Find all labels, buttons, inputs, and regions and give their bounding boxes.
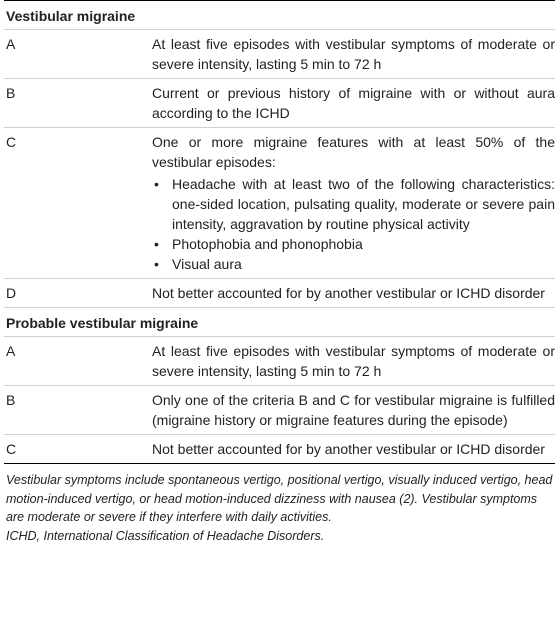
criterion-key: D <box>6 285 17 301</box>
bullet-icon: • <box>154 236 159 252</box>
criterion-key: A <box>6 343 16 359</box>
footnote-text: ICHD, International Classification of Headache Disorders. <box>6 528 325 543</box>
criterion-row <box>0 30 559 78</box>
criterion-row <box>0 79 559 127</box>
bullet-icon: • <box>154 256 159 272</box>
list-item <box>152 234 555 254</box>
criterion-row <box>0 435 559 463</box>
section-title-vestibular-migraine: Vestibular migraine <box>6 8 136 24</box>
feature-list <box>152 174 555 274</box>
criterion-text: Not better accounted for by another vestibular or ICHD disorder <box>152 441 545 457</box>
bullet-icon: • <box>154 176 159 192</box>
criterion-key: A <box>6 36 16 52</box>
criterion-key: B <box>6 85 16 101</box>
criterion-row <box>0 386 559 434</box>
criterion-text: Not better accounted for by another vestibular or ICHD disorder <box>152 285 545 301</box>
criterion-text: At least five episodes with vestibular symptoms of moderate or severe intensity, lasting 5 min to 72 h <box>152 36 555 72</box>
footnote-text: Vestibular symptoms include spontaneous vertigo, positional vertigo, visually induced vertigo, head motion-induced vertigo, or head motion-induced dizziness with nausea (2). Vestibular symptoms are moderate or severe if they interfere with daily activities. <box>6 473 553 524</box>
list-item-text: Headache with at least two of the following characteristics: one-sided location, pulsating quality, moderate or severe pain intensity, aggravation by routine physical activity <box>172 176 555 232</box>
section-title-probable-vestibular-migraine: Probable vestibular migraine <box>6 315 199 331</box>
criterion-text: Current or previous history of migraine with or without aura according to the ICHD <box>152 85 555 121</box>
criterion-cell <box>152 132 555 274</box>
criterion-row <box>0 128 559 278</box>
list-item <box>152 174 555 234</box>
criterion-text: One or more migraine features with at least 50% of the vestibular episodes: <box>152 134 555 170</box>
criterion-key: B <box>6 392 16 408</box>
list-item <box>152 254 555 274</box>
table-footnote <box>0 464 559 545</box>
list-item-text: Visual aura <box>172 256 242 272</box>
list-item-text: Photophobia and phonophobia <box>172 236 363 252</box>
criterion-key: C <box>6 441 17 457</box>
criterion-key: C <box>6 134 17 150</box>
criterion-text: Only one of the criteria B and C for vestibular migraine is fulfilled (migraine history or migraine features during the episode) <box>152 392 555 428</box>
criterion-text: At least five episodes with vestibular symptoms of moderate or severe intensity, lasting 5 min to 72 h <box>152 343 555 379</box>
criterion-row <box>0 279 559 307</box>
criterion-row <box>0 337 559 385</box>
